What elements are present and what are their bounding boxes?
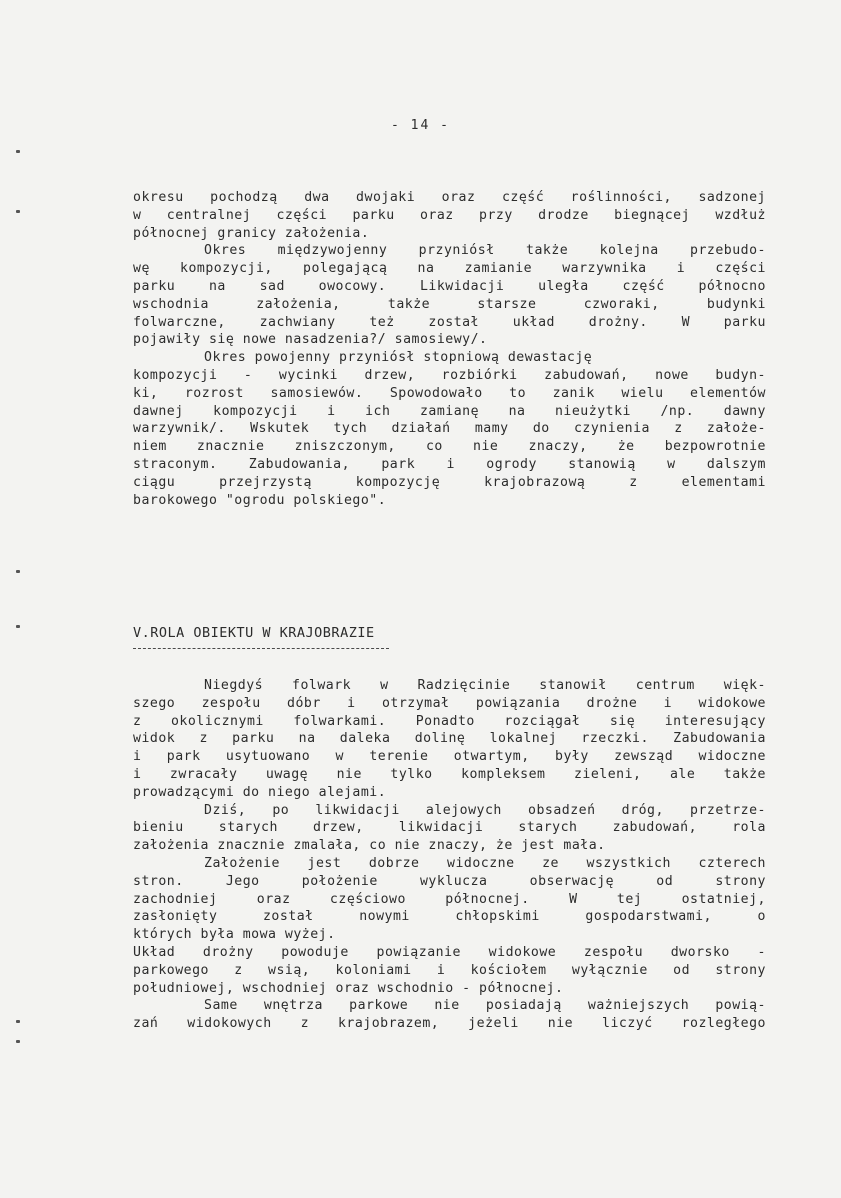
margin-punch-mark [16, 150, 20, 153]
text-line: zasłonięty został nowymi chłopskimi gospodarstwami, o [133, 909, 766, 925]
margin-punch-mark [16, 625, 20, 628]
text-line: bieniu starych drzew, likwidacji starych zabudowań, rola [133, 820, 766, 836]
margin-punch-mark [16, 210, 20, 213]
text-line: Założenie jest dobrze widoczne ze wszystkich czterech [204, 855, 766, 871]
text-line: zań widokowych z krajobrazem, jeżeli nie liczyć rozległego [133, 1016, 766, 1032]
text-line: Dziś, po likwidacji alejowych obsadzeń dróg, przetrze- [204, 802, 766, 818]
text-line: parku na sad owocowy. Likwidacji uległa część północno [133, 278, 766, 294]
text-line: straconym. Zabudowania, park i ogrody stanowią w dalszym [133, 456, 766, 472]
text-line: w centralnej części parku oraz przy drodze biegnącej wzdłuż [133, 207, 766, 223]
text-line: założenia znacznie zmalała, co nie znaczy, że jest mała. [133, 838, 606, 854]
text-line: zachodniej oraz częściowo północnej. W tej ostatniej, [133, 891, 766, 907]
text-line: i park usytuowano w terenie otwartym, były zewsząd widoczne [133, 749, 766, 765]
text-line: kompozycji - wycinki drzew, rozbiórki zabudowań, nowe budyn- [133, 367, 766, 383]
text-line: barokowego "ogrodu polskiego". [133, 492, 387, 508]
text-line: folwarczne, zachwiany też został układ drożny. W parku [133, 314, 766, 330]
text-line: Niegdyś folwark w Radzięcinie stanowił centrum więk- [204, 678, 766, 693]
text-line: których była mowa wyżej. [133, 927, 336, 943]
text-line: warzywnik/. Wskutek tych działań mamy do czynienia z założe- [133, 421, 766, 437]
text-line: ki, rozrost samosiewów. Spowodowało to zanik wielu elementów [133, 385, 766, 401]
text-line: ciągu przejrzystą kompozycję krajobrazową z elementami [133, 474, 766, 490]
text-line: Układ drożny powoduje powiązanie widokowe zespołu dworsko - [133, 944, 766, 960]
text-line: Okres powojenny przyniósł stopniową dewastację [204, 350, 593, 366]
heading-underline [133, 648, 389, 649]
text-line: okresu pochodzą dwa dwojaki oraz część roślinności, sadzonej [133, 190, 766, 205]
text-line: parkowego z wsią, koloniami i kościołem wyłącznie od strony [133, 962, 766, 978]
text-line: północnej granicy założenia. [133, 225, 370, 241]
text-line: prowadzącymi do niego alejami. [133, 784, 387, 800]
text-line: wschodnia założenia, także starsze czworaki, budynki [133, 296, 766, 312]
margin-punch-mark [16, 1020, 20, 1023]
text-block-body [133, 677, 766, 1033]
text-line: widok z parku na daleka dolinę lokalnej rzeczki. Zabudowania [133, 731, 766, 747]
text-line: niem znacznie zniszczonym, co nie znaczy, że bezpowrotnie [133, 439, 766, 455]
text-line: szego zespołu dóbr i otrzymał powiązania drożne i widokowe [133, 695, 766, 711]
text-line: wę kompozycji, polegającą na zamianie warzywnika i części [133, 261, 766, 277]
text-line: dawnej kompozycji i ich zamianę na nieużytki /np. dawny [133, 403, 766, 419]
section-heading: V.ROLA OBIEKTU W KRAJOBRAZIE [133, 625, 375, 641]
text-line: Same wnętrza parkowe nie posiadają ważniejszych powią- [204, 998, 766, 1014]
text-line: z okolicznymi folwarkami. Ponadto rozciągał się interesujący [133, 713, 766, 729]
text-line: stron. Jego położenie wyklucza obserwację od strony [133, 873, 766, 889]
page-number: - 14 - [391, 118, 450, 133]
text-line: i zwracały uwagę nie tylko kompleksem zieleni, ale także [133, 766, 766, 782]
text-block-top [133, 189, 766, 509]
margin-punch-mark [16, 1040, 20, 1043]
text-line: południowej, wschodniej oraz wschodnio - północnej. [133, 980, 564, 996]
text-line: Okres międzywojenny przyniósł także kolejna przebudo- [204, 243, 766, 259]
margin-punch-mark [16, 570, 20, 573]
text-line: pojawiły się nowe nasadzenia?/ samosiewy/. [133, 332, 488, 348]
